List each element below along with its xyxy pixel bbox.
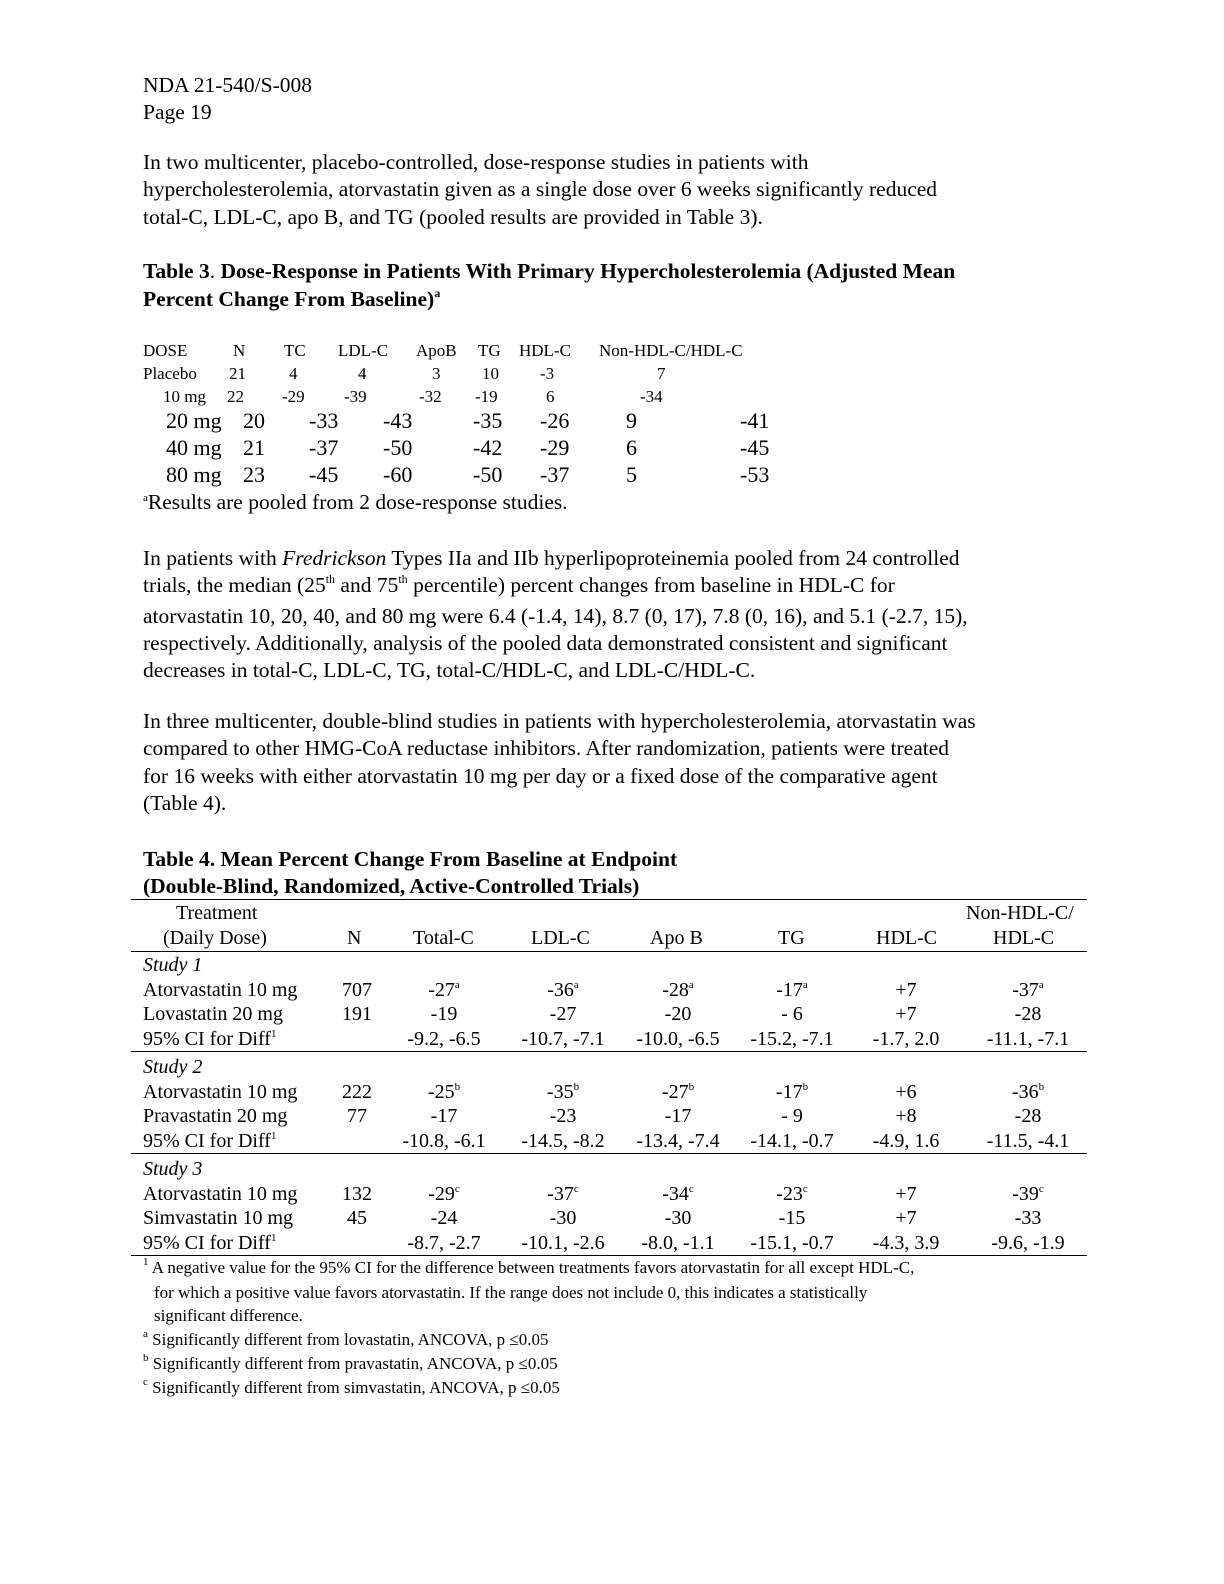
footnote-text: A negative value for the 95% CI for the difference between treatments favors atorvastatin for all except HDL-C, (148, 1258, 915, 1277)
cell-value: -1.7, 2.0 (872, 1028, 940, 1050)
cell-value: +7 (895, 1003, 917, 1025)
footnote-marker: b (143, 1352, 149, 1364)
paragraph-line: atorvastatin 10, 20, 40, and 80 mg were 6.4 (-1.4, 14), 8.7 (0, 17), 7.8 (0, 16), and 5.1 (-2.7, 15), (143, 603, 968, 628)
table4-cell (958, 1081, 1098, 1104)
table4-row-label (143, 979, 297, 1002)
paragraph-comparison (143, 708, 976, 817)
cell-value: -10.7, -7.1 (521, 1028, 605, 1050)
table3-cell: 80 mg (166, 462, 222, 487)
cell-value: -27 (661, 1081, 689, 1103)
cell-value: -36 (547, 979, 574, 1001)
cell-value: -10.8, -6.1 (402, 1130, 486, 1152)
table3-cell: 23 (243, 462, 265, 487)
table3-cell: -37 (309, 435, 339, 460)
footnote-marker: 1 (270, 1130, 277, 1142)
table-rule (131, 1051, 1087, 1052)
table3-title-line2 (143, 286, 440, 317)
cell-value: -9.6, -1.9 (991, 1232, 1065, 1254)
table4-cell-n: 132 (342, 1183, 372, 1205)
cell-value: -15.2, -7.1 (750, 1028, 834, 1050)
cell-value: -29 (428, 1183, 455, 1205)
table3-cell: -26 (540, 408, 570, 433)
table3-cell: 21 (243, 435, 265, 460)
row-label-text: Lovastatin 20 mg (143, 1003, 283, 1025)
table3-cell: 7 (657, 364, 666, 383)
cell-value: -11.5, -4.1 (986, 1130, 1070, 1152)
table4-footnote-a (143, 1328, 549, 1354)
table4-row-label (143, 1081, 297, 1104)
table4-cell-n: 222 (342, 1081, 372, 1103)
table4-row-label (143, 1028, 276, 1051)
table4-row-label (143, 1130, 276, 1153)
paragraph-line (143, 572, 968, 602)
table3-col-header: N (233, 341, 246, 360)
table4-col-header: (Daily Dose) (163, 927, 267, 949)
cell-value: +7 (895, 1183, 917, 1205)
table4-title-line2: (Double-Blind, Randomized, Active-Controlled Trials) (143, 874, 640, 898)
cell-value: +6 (895, 1081, 917, 1103)
table4-cell (836, 1081, 976, 1104)
footnote-marker: b (454, 1081, 461, 1093)
text-run: trials, the median (25 (143, 573, 326, 598)
page-number: Page 19 (143, 100, 212, 124)
table3-col-header: DOSE (143, 341, 188, 360)
footnote-marker: 1 (270, 1028, 277, 1040)
table4-footnote-b (143, 1352, 558, 1378)
table3-col-header: Non-HDL-C/HDL-C (599, 341, 743, 360)
footnote-marker: a (802, 979, 808, 991)
text-run: and 75 (335, 573, 399, 598)
footnote-marker: b (802, 1081, 809, 1093)
table3-col-header: TC (284, 341, 306, 360)
table4-cell (958, 1183, 1098, 1206)
cell-value: -9.2, -6.5 (407, 1028, 481, 1050)
cell-value: -10.1, -2.6 (521, 1232, 605, 1254)
table4-cell-n: 191 (342, 1003, 372, 1025)
footnote-marker: b (573, 1081, 580, 1093)
table3-cell: -60 (383, 462, 413, 487)
table3-cell: -34 (640, 387, 663, 406)
table3-cell: 40 mg (166, 435, 222, 460)
row-label-text: 95% CI for Diff (143, 1130, 271, 1152)
table4-col-header: TG (778, 927, 805, 949)
table3-cell: 10 mg (163, 387, 206, 406)
table3-cell: 9 (626, 408, 637, 433)
table4-cell (958, 1105, 1098, 1128)
footnote-marker: c (143, 1376, 148, 1388)
paragraph-line (143, 545, 968, 572)
cell-value: -4.9, 1.6 (872, 1130, 940, 1152)
row-label-text: Simvastatin 10 mg (143, 1207, 293, 1229)
cell-value: -17 (430, 1105, 458, 1127)
table4-col-header: Treatment (176, 902, 258, 924)
paragraph-intro (143, 149, 937, 231)
table3-cell: 22 (227, 387, 244, 406)
footnote-marker: a (573, 979, 579, 991)
table3-cell: -45 (309, 462, 339, 487)
table3-cell: 4 (358, 364, 367, 383)
cell-value: -10.0, -6.5 (636, 1028, 720, 1050)
text-run: Types IIa and IIb hyperlipoproteinemia pooled from 24 controlled (386, 546, 960, 570)
cell-value: -19 (430, 1003, 458, 1025)
paragraph-line: total-C, LDL-C, apo B, and TG (pooled results are provided in Table 3). (143, 204, 763, 229)
footnote-text: significant difference. (154, 1306, 303, 1325)
table3-cell: -53 (740, 462, 770, 487)
table3-footnote-text: Results are pooled from 2 dose-response studies. (147, 490, 568, 514)
table4-cell (836, 1105, 976, 1128)
paragraph-line: respectively. Additionally, analysis of the pooled data demonstrated consistent and significant (143, 630, 948, 655)
table4-cell (958, 1232, 1098, 1255)
study-label: Study 3 (143, 1158, 203, 1180)
table4-cell (836, 1207, 976, 1230)
table4-col-header: Non-HDL-C/ (966, 902, 1074, 924)
table3-cell: 5 (626, 462, 637, 487)
table3-cell: 6 (626, 435, 637, 460)
cell-value: -37 (547, 1183, 574, 1205)
table3-cell: 20 mg (166, 408, 222, 433)
cell-value: -11.1, -7.1 (986, 1028, 1070, 1050)
cell-value: -37 (1012, 979, 1039, 1001)
superscript: th (325, 572, 336, 587)
table4-cell (836, 979, 976, 1002)
table3-col-header: LDL-C (338, 341, 389, 360)
table3-cell: -50 (473, 462, 503, 487)
row-label-text: Atorvastatin 10 mg (143, 1081, 298, 1103)
footnote-marker: c (688, 1183, 694, 1195)
table3-title-label: Table 3 (143, 259, 210, 283)
footnote-marker: c (573, 1183, 579, 1195)
table4-cell (958, 1003, 1098, 1026)
table4-row-label (143, 1232, 276, 1255)
row-label-text: 95% CI for Diff (143, 1028, 271, 1050)
cell-value: -24 (430, 1207, 458, 1229)
footnote-marker: c (454, 1183, 460, 1195)
table3-cell: -35 (473, 408, 503, 433)
cell-value: +7 (895, 1207, 917, 1229)
table3-cell: 4 (289, 364, 298, 383)
cell-value: -17 (776, 979, 803, 1001)
cell-value: -20 (664, 1003, 692, 1025)
table4-row-label (143, 1003, 283, 1026)
table3-title-sep: . (209, 259, 216, 283)
table3-cell: -33 (309, 408, 339, 433)
table3-cell: -19 (475, 387, 498, 406)
table3-cell: 6 (546, 387, 555, 406)
table4-col-header: HDL-C (876, 927, 938, 949)
table3-cell: 21 (229, 364, 246, 383)
table3-col-header: TG (478, 341, 501, 360)
table3-cell: -42 (473, 435, 503, 460)
table4-title: Table 4. Mean Percent Change From Baseline at Endpoint (143, 847, 678, 871)
table4-footnote-1 (143, 1256, 914, 1282)
cell-value: -23 (549, 1105, 577, 1127)
cell-value: -17 (775, 1081, 803, 1103)
table3-cell: 3 (432, 364, 441, 383)
table4-row-label (143, 1207, 293, 1230)
footnote-marker: a (454, 979, 460, 991)
table4-cell-n: 707 (342, 979, 372, 1001)
paragraph-line: for 16 weeks with either atorvastatin 10 mg per day or a fixed dose of the comparative agent (143, 763, 938, 788)
cell-value: -28 (1014, 1105, 1042, 1127)
footnote-marker: a (143, 1328, 148, 1340)
table4-footnote-c (143, 1376, 560, 1402)
footnote-marker: c (1038, 1183, 1044, 1195)
table3-footnote (143, 490, 568, 515)
table4-cell (836, 1183, 976, 1206)
cell-value: -23 (776, 1183, 803, 1205)
table4-col-header: Apo B (650, 927, 703, 949)
table4-cell-n: 77 (347, 1105, 367, 1127)
cell-value: -28 (662, 979, 689, 1001)
cell-value: -27 (549, 1003, 577, 1025)
table3-cell: -29 (540, 435, 570, 460)
table4-cell (836, 1232, 976, 1255)
cell-value: -30 (664, 1207, 692, 1229)
cell-value: -14.5, -8.2 (521, 1130, 605, 1152)
table3-cell: 10 (482, 364, 499, 383)
table4-col-header: Total-C (413, 927, 474, 949)
table3-cell: -41 (740, 408, 770, 433)
table3-cell: -29 (282, 387, 305, 406)
paragraph-line: In three multicenter, double-blind studies in patients with hypercholesterolemia, atorvastatin was (143, 709, 976, 733)
table4-row-label (143, 1183, 297, 1206)
table4-cell (958, 1207, 1098, 1230)
paragraph-fredrickson (143, 545, 968, 684)
study-label: Study 2 (143, 1056, 203, 1078)
footnote-marker: a (688, 979, 694, 991)
superscript: th (398, 572, 408, 587)
table3-col-header: HDL-C (519, 341, 571, 360)
cell-value: -4.3, 3.9 (872, 1232, 940, 1254)
row-label-text: Pravastatin 20 mg (143, 1105, 288, 1127)
footnote-marker: b (688, 1081, 695, 1093)
table3-cell: Placebo (143, 364, 197, 383)
cell-value: -15.1, -0.7 (750, 1232, 834, 1254)
cell-value: +7 (895, 979, 917, 1001)
text-run-italic: Fredrickson (282, 546, 387, 570)
paragraph-line: hypercholesterolemia, atorvastatin given as a single dose over 6 weeks significantly reduced (143, 177, 938, 202)
text-run: percentile) percent changes from baseline in HDL-C for (407, 573, 895, 598)
table3-cell: -43 (383, 408, 413, 433)
study-label: Study 1 (143, 954, 203, 976)
footnote-marker: a (1038, 979, 1044, 991)
table4-cell (836, 1028, 976, 1051)
cell-value: -34 (662, 1183, 689, 1205)
cell-value: +8 (895, 1105, 917, 1127)
table3-title-text: Dose-Response in Patients With Primary Hypercholesterolemia (Adjusted Mean (215, 259, 956, 283)
cell-value: -25 (427, 1081, 455, 1103)
paragraph-line: compared to other HMG-CoA reductase inhibitors. After randomization, patients were treated (143, 736, 949, 761)
cell-value: -27 (428, 979, 455, 1001)
table4-cell-n: 45 (347, 1207, 367, 1229)
footnote-marker: 1 (270, 1232, 277, 1244)
cell-value: -39 (1012, 1183, 1039, 1205)
table3-cell: -37 (540, 462, 570, 487)
cell-value: -30 (549, 1207, 577, 1229)
table-rule (131, 1153, 1087, 1154)
table-rule (131, 899, 1087, 900)
row-label-text: Atorvastatin 10 mg (143, 979, 298, 1001)
cell-value: -8.7, -2.7 (407, 1232, 481, 1254)
cell-value: -8.0, -1.1 (641, 1232, 715, 1254)
table4-col-header: N (347, 927, 362, 949)
footnote-text: Significantly different from lovastatin, ANCOVA, p ≤0.05 (147, 1330, 549, 1349)
table3-cell: -45 (740, 435, 770, 460)
table4-cell (836, 1130, 976, 1153)
footnote-marker: a (434, 286, 441, 300)
table3-title-text2: Percent Change From Baseline) (143, 287, 435, 311)
footnote-text: Significantly different from pravastatin, ANCOVA, p ≤0.05 (148, 1354, 558, 1373)
table4-cell (958, 979, 1098, 1002)
text-run: In patients with (143, 546, 283, 570)
cell-value: -15 (778, 1207, 806, 1229)
paragraph-line: decreases in total-C, LDL-C, TG, total-C/HDL-C, and LDL-C/HDL-C. (143, 658, 756, 683)
table4-col-header: HDL-C (993, 927, 1055, 949)
table3-col-header: ApoB (416, 341, 457, 360)
footnote-marker: b (1038, 1081, 1045, 1093)
table3-cell: -32 (419, 387, 442, 406)
cell-value: -28 (1014, 1003, 1042, 1025)
row-label-text: 95% CI for Diff (143, 1232, 271, 1254)
cell-value: - 9 (781, 1105, 803, 1127)
footnote-text: for which a positive value favors atorvastatin. If the range does not include 0, this indicates a statistically (154, 1283, 868, 1302)
cell-value: -35 (546, 1081, 574, 1103)
footnote-marker: 1 (143, 1256, 149, 1268)
table4-cell (836, 1003, 976, 1026)
cell-value: -13.4, -7.4 (636, 1130, 720, 1152)
table4-cell (958, 1130, 1098, 1153)
table3-cell: -3 (540, 364, 555, 383)
cell-value: -17 (664, 1105, 692, 1127)
paragraph-line: In two multicenter, placebo-controlled, dose-response studies in patients with (143, 150, 809, 174)
cell-value: -36 (1011, 1081, 1039, 1103)
table3-cell: 20 (243, 408, 265, 433)
footnote-marker: a (143, 492, 148, 504)
row-label-text: Atorvastatin 10 mg (143, 1183, 298, 1205)
table3-cell: -39 (344, 387, 367, 406)
table4-col-header: LDL-C (531, 927, 590, 949)
cell-value: - 6 (781, 1003, 803, 1025)
doc-id: NDA 21-540/S-008 (143, 73, 313, 97)
table3-cell: -50 (383, 435, 413, 460)
paragraph-line: (Table 4). (143, 790, 227, 815)
footnote-text: Significantly different from simvastatin, ANCOVA, p ≤0.05 (147, 1378, 560, 1397)
table3-title (143, 258, 955, 286)
table-rule (131, 951, 1087, 952)
table4-row-label (143, 1105, 287, 1128)
table4-cell (958, 1028, 1098, 1051)
cell-value: -14.1, -0.7 (750, 1130, 834, 1152)
footnote-marker: c (802, 1183, 808, 1195)
cell-value: -33 (1014, 1207, 1042, 1229)
